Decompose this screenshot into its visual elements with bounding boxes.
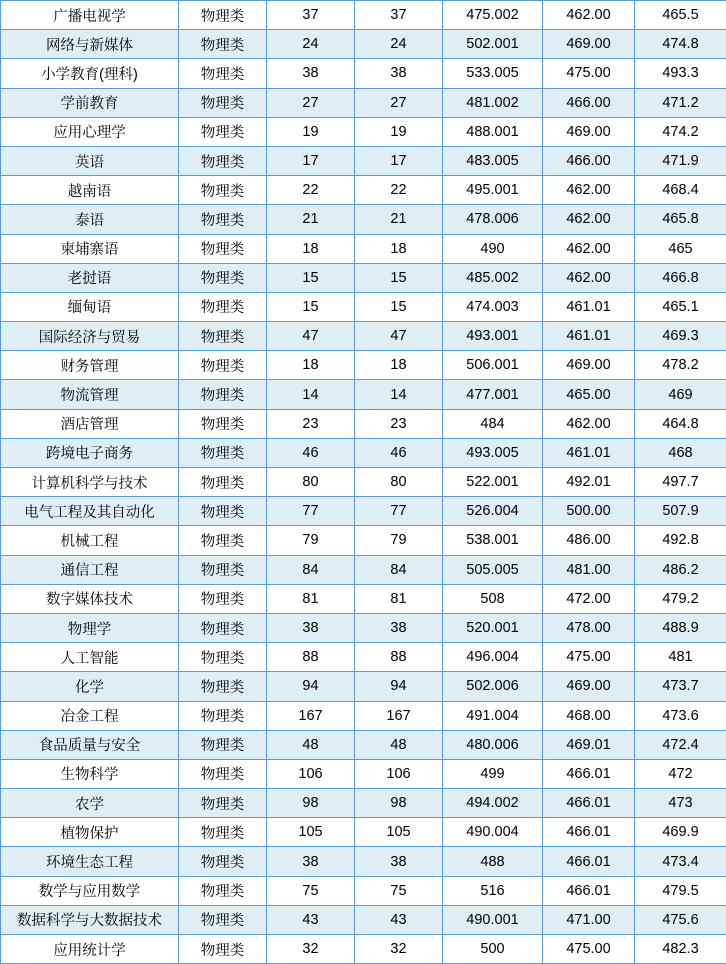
cell-major: 数学与应用数学 [1, 876, 179, 905]
cell-major: 网络与新媒体 [1, 30, 179, 59]
cell-average-score: 471.9 [635, 146, 726, 175]
cell-average-score: 486.2 [635, 555, 726, 584]
cell-type: 物理类 [179, 1, 267, 30]
cell-average-score: 507.9 [635, 497, 726, 526]
cell-average-score: 469.9 [635, 818, 726, 847]
table-row [1, 59, 726, 88]
cell-lowest-score: 462.00 [543, 263, 635, 292]
table-row [1, 263, 726, 292]
cell-major: 人工智能 [1, 643, 179, 672]
cell-plan: 47 [267, 322, 355, 351]
cell-highest-score: 496.004 [443, 643, 543, 672]
table-body [1, 1, 726, 964]
cell-type: 物理类 [179, 292, 267, 321]
cell-average-score: 466.8 [635, 263, 726, 292]
cell-admitted: 17 [355, 146, 443, 175]
cell-plan: 38 [267, 613, 355, 642]
cell-admitted: 24 [355, 30, 443, 59]
cell-lowest-score: 469.00 [543, 117, 635, 146]
table-row [1, 847, 726, 876]
cell-type: 物理类 [179, 409, 267, 438]
cell-admitted: 15 [355, 292, 443, 321]
table-row [1, 643, 726, 672]
cell-highest-score: 493.001 [443, 322, 543, 351]
cell-highest-score: 484 [443, 409, 543, 438]
cell-highest-score: 488 [443, 847, 543, 876]
cell-type: 物理类 [179, 380, 267, 409]
table-row [1, 468, 726, 497]
cell-admitted: 98 [355, 789, 443, 818]
table-row [1, 701, 726, 730]
cell-lowest-score: 469.00 [543, 30, 635, 59]
cell-highest-score: 533.005 [443, 59, 543, 88]
cell-plan: 38 [267, 59, 355, 88]
cell-average-score: 475.6 [635, 905, 726, 934]
cell-average-score: 471.2 [635, 88, 726, 117]
cell-type: 物理类 [179, 905, 267, 934]
cell-highest-score: 493.005 [443, 438, 543, 467]
cell-average-score: 478.2 [635, 351, 726, 380]
cell-major: 泰语 [1, 205, 179, 234]
cell-highest-score: 502.006 [443, 672, 543, 701]
cell-type: 物理类 [179, 818, 267, 847]
cell-type: 物理类 [179, 730, 267, 759]
cell-major: 机械工程 [1, 526, 179, 555]
cell-lowest-score: 465.00 [543, 380, 635, 409]
cell-type: 物理类 [179, 176, 267, 205]
cell-plan: 19 [267, 117, 355, 146]
cell-admitted: 38 [355, 847, 443, 876]
cell-admitted: 37 [355, 1, 443, 30]
cell-type: 物理类 [179, 146, 267, 175]
cell-major: 通信工程 [1, 555, 179, 584]
table-row [1, 438, 726, 467]
cell-major: 化学 [1, 672, 179, 701]
cell-plan: 167 [267, 701, 355, 730]
cell-type: 物理类 [179, 205, 267, 234]
cell-major: 数据科学与大数据技术 [1, 905, 179, 934]
cell-plan: 84 [267, 555, 355, 584]
cell-type: 物理类 [179, 613, 267, 642]
cell-plan: 48 [267, 730, 355, 759]
table-row [1, 117, 726, 146]
cell-admitted: 77 [355, 497, 443, 526]
cell-lowest-score: 462.00 [543, 409, 635, 438]
cell-plan: 23 [267, 409, 355, 438]
cell-plan: 37 [267, 1, 355, 30]
table-row [1, 322, 726, 351]
table-row [1, 380, 726, 409]
cell-highest-score: 538.001 [443, 526, 543, 555]
cell-plan: 18 [267, 234, 355, 263]
cell-lowest-score: 475.00 [543, 643, 635, 672]
cell-average-score: 488.9 [635, 613, 726, 642]
table-row [1, 789, 726, 818]
cell-average-score: 473.4 [635, 847, 726, 876]
cell-type: 物理类 [179, 759, 267, 788]
cell-admitted: 88 [355, 643, 443, 672]
cell-highest-score: 502.001 [443, 30, 543, 59]
cell-plan: 98 [267, 789, 355, 818]
cell-plan: 79 [267, 526, 355, 555]
table-row [1, 759, 726, 788]
cell-lowest-score: 466.01 [543, 818, 635, 847]
cell-plan: 15 [267, 263, 355, 292]
cell-major: 应用心理学 [1, 117, 179, 146]
cell-average-score: 473.7 [635, 672, 726, 701]
cell-highest-score: 526.004 [443, 497, 543, 526]
cell-admitted: 38 [355, 59, 443, 88]
cell-average-score: 497.7 [635, 468, 726, 497]
cell-lowest-score: 469.00 [543, 351, 635, 380]
cell-highest-score: 475.002 [443, 1, 543, 30]
cell-lowest-score: 475.00 [543, 935, 635, 964]
cell-lowest-score: 461.01 [543, 438, 635, 467]
cell-type: 物理类 [179, 59, 267, 88]
cell-lowest-score: 481.00 [543, 555, 635, 584]
cell-lowest-score: 461.01 [543, 292, 635, 321]
table-row [1, 497, 726, 526]
cell-highest-score: 474.003 [443, 292, 543, 321]
cell-plan: 24 [267, 30, 355, 59]
cell-plan: 106 [267, 759, 355, 788]
table-row [1, 818, 726, 847]
cell-major: 食品质量与安全 [1, 730, 179, 759]
cell-average-score: 479.5 [635, 876, 726, 905]
cell-highest-score: 499 [443, 759, 543, 788]
cell-type: 物理类 [179, 555, 267, 584]
cell-average-score: 473 [635, 789, 726, 818]
cell-lowest-score: 466.00 [543, 88, 635, 117]
cell-admitted: 15 [355, 263, 443, 292]
cell-highest-score: 508 [443, 584, 543, 613]
cell-admitted: 18 [355, 351, 443, 380]
cell-major: 缅甸语 [1, 292, 179, 321]
cell-plan: 38 [267, 847, 355, 876]
cell-lowest-score: 462.00 [543, 176, 635, 205]
table-row [1, 1, 726, 30]
cell-admitted: 47 [355, 322, 443, 351]
cell-admitted: 75 [355, 876, 443, 905]
cell-highest-score: 490.004 [443, 818, 543, 847]
cell-average-score: 482.3 [635, 935, 726, 964]
cell-admitted: 23 [355, 409, 443, 438]
cell-lowest-score: 471.00 [543, 905, 635, 934]
cell-major: 国际经济与贸易 [1, 322, 179, 351]
cell-type: 物理类 [179, 117, 267, 146]
cell-highest-score: 490 [443, 234, 543, 263]
cell-admitted: 19 [355, 117, 443, 146]
cell-type: 物理类 [179, 526, 267, 555]
cell-admitted: 43 [355, 905, 443, 934]
cell-admitted: 84 [355, 555, 443, 584]
cell-average-score: 472 [635, 759, 726, 788]
cell-type: 物理类 [179, 351, 267, 380]
cell-lowest-score: 466.01 [543, 876, 635, 905]
cell-admitted: 94 [355, 672, 443, 701]
table-row [1, 146, 726, 175]
cell-highest-score: 494.002 [443, 789, 543, 818]
table-row [1, 30, 726, 59]
cell-plan: 14 [267, 380, 355, 409]
cell-average-score: 469.3 [635, 322, 726, 351]
cell-plan: 46 [267, 438, 355, 467]
cell-type: 物理类 [179, 88, 267, 117]
cell-average-score: 472.4 [635, 730, 726, 759]
cell-lowest-score: 475.00 [543, 59, 635, 88]
cell-major: 老挝语 [1, 263, 179, 292]
table-row [1, 351, 726, 380]
cell-major: 越南语 [1, 176, 179, 205]
cell-lowest-score: 478.00 [543, 613, 635, 642]
cell-highest-score: 520.001 [443, 613, 543, 642]
cell-highest-score: 506.001 [443, 351, 543, 380]
cell-plan: 81 [267, 584, 355, 613]
cell-lowest-score: 462.00 [543, 1, 635, 30]
cell-type: 物理类 [179, 672, 267, 701]
cell-average-score: 481 [635, 643, 726, 672]
cell-type: 物理类 [179, 847, 267, 876]
cell-highest-score: 480.006 [443, 730, 543, 759]
cell-lowest-score: 500.00 [543, 497, 635, 526]
cell-major: 农学 [1, 789, 179, 818]
cell-type: 物理类 [179, 935, 267, 964]
cell-plan: 80 [267, 468, 355, 497]
cell-major: 英语 [1, 146, 179, 175]
cell-admitted: 106 [355, 759, 443, 788]
cell-average-score: 468.4 [635, 176, 726, 205]
cell-highest-score: 491.004 [443, 701, 543, 730]
cell-major: 应用统计学 [1, 935, 179, 964]
cell-major: 学前教育 [1, 88, 179, 117]
cell-highest-score: 522.001 [443, 468, 543, 497]
cell-admitted: 46 [355, 438, 443, 467]
table-row [1, 234, 726, 263]
cell-major: 数字媒体技术 [1, 584, 179, 613]
cell-type: 物理类 [179, 234, 267, 263]
cell-type: 物理类 [179, 30, 267, 59]
table-row [1, 555, 726, 584]
table-row [1, 88, 726, 117]
cell-lowest-score: 472.00 [543, 584, 635, 613]
cell-plan: 43 [267, 905, 355, 934]
cell-major: 跨境电子商务 [1, 438, 179, 467]
cell-highest-score: 505.005 [443, 555, 543, 584]
cell-major: 柬埔寨语 [1, 234, 179, 263]
cell-average-score: 474.2 [635, 117, 726, 146]
cell-highest-score: 490.001 [443, 905, 543, 934]
cell-plan: 75 [267, 876, 355, 905]
cell-major: 生物科学 [1, 759, 179, 788]
table-row [1, 176, 726, 205]
cell-plan: 88 [267, 643, 355, 672]
cell-average-score: 479.2 [635, 584, 726, 613]
cell-plan: 17 [267, 146, 355, 175]
cell-plan: 15 [267, 292, 355, 321]
cell-average-score: 468 [635, 438, 726, 467]
cell-type: 物理类 [179, 497, 267, 526]
cell-major: 环境生态工程 [1, 847, 179, 876]
cell-admitted: 167 [355, 701, 443, 730]
cell-average-score: 492.8 [635, 526, 726, 555]
cell-admitted: 48 [355, 730, 443, 759]
cell-admitted: 38 [355, 613, 443, 642]
cell-plan: 27 [267, 88, 355, 117]
cell-average-score: 465.1 [635, 292, 726, 321]
table-row [1, 613, 726, 642]
cell-average-score: 493.3 [635, 59, 726, 88]
cell-major: 小学教育(理科) [1, 59, 179, 88]
cell-plan: 32 [267, 935, 355, 964]
cell-lowest-score: 466.00 [543, 146, 635, 175]
cell-lowest-score: 492.01 [543, 468, 635, 497]
cell-lowest-score: 462.00 [543, 234, 635, 263]
cell-highest-score: 477.001 [443, 380, 543, 409]
cell-admitted: 80 [355, 468, 443, 497]
cell-type: 物理类 [179, 263, 267, 292]
table-row [1, 876, 726, 905]
table-row [1, 584, 726, 613]
cell-plan: 18 [267, 351, 355, 380]
cell-type: 物理类 [179, 789, 267, 818]
cell-lowest-score: 466.01 [543, 759, 635, 788]
cell-lowest-score: 469.00 [543, 672, 635, 701]
cell-major: 广播电视学 [1, 1, 179, 30]
table-row [1, 905, 726, 934]
cell-type: 物理类 [179, 468, 267, 497]
cell-plan: 21 [267, 205, 355, 234]
cell-type: 物理类 [179, 876, 267, 905]
cell-lowest-score: 469.01 [543, 730, 635, 759]
cell-major: 财务管理 [1, 351, 179, 380]
cell-type: 物理类 [179, 701, 267, 730]
cell-admitted: 79 [355, 526, 443, 555]
cell-plan: 22 [267, 176, 355, 205]
cell-highest-score: 483.005 [443, 146, 543, 175]
cell-highest-score: 500 [443, 935, 543, 964]
cell-major: 植物保护 [1, 818, 179, 847]
table-row [1, 730, 726, 759]
cell-highest-score: 478.006 [443, 205, 543, 234]
cell-admitted: 32 [355, 935, 443, 964]
cell-highest-score: 488.001 [443, 117, 543, 146]
table-row [1, 409, 726, 438]
cell-average-score: 465 [635, 234, 726, 263]
cell-plan: 77 [267, 497, 355, 526]
cell-average-score: 465.8 [635, 205, 726, 234]
cell-highest-score: 516 [443, 876, 543, 905]
cell-lowest-score: 468.00 [543, 701, 635, 730]
cell-average-score: 474.8 [635, 30, 726, 59]
cell-admitted: 14 [355, 380, 443, 409]
cell-major: 物理学 [1, 613, 179, 642]
cell-admitted: 22 [355, 176, 443, 205]
cell-highest-score: 481.002 [443, 88, 543, 117]
cell-lowest-score: 466.01 [543, 847, 635, 876]
cell-major: 计算机科学与技术 [1, 468, 179, 497]
cell-highest-score: 495.001 [443, 176, 543, 205]
cell-lowest-score: 486.00 [543, 526, 635, 555]
cell-lowest-score: 461.01 [543, 322, 635, 351]
cell-major: 电气工程及其自动化 [1, 497, 179, 526]
cell-major: 物流管理 [1, 380, 179, 409]
cell-average-score: 464.8 [635, 409, 726, 438]
cell-plan: 105 [267, 818, 355, 847]
table-row [1, 292, 726, 321]
cell-admitted: 105 [355, 818, 443, 847]
table-row [1, 935, 726, 964]
cell-average-score: 469 [635, 380, 726, 409]
cell-type: 物理类 [179, 643, 267, 672]
cell-admitted: 27 [355, 88, 443, 117]
cell-lowest-score: 462.00 [543, 205, 635, 234]
cell-lowest-score: 466.01 [543, 789, 635, 818]
cell-admitted: 18 [355, 234, 443, 263]
cell-plan: 94 [267, 672, 355, 701]
cell-type: 物理类 [179, 438, 267, 467]
cell-average-score: 465.5 [635, 1, 726, 30]
cell-admitted: 21 [355, 205, 443, 234]
cell-highest-score: 485.002 [443, 263, 543, 292]
cell-major: 酒店管理 [1, 409, 179, 438]
cell-type: 物理类 [179, 322, 267, 351]
cell-average-score: 473.6 [635, 701, 726, 730]
table-row [1, 205, 726, 234]
cell-admitted: 81 [355, 584, 443, 613]
table-row [1, 526, 726, 555]
cell-major: 冶金工程 [1, 701, 179, 730]
cell-type: 物理类 [179, 584, 267, 613]
table-row [1, 672, 726, 701]
